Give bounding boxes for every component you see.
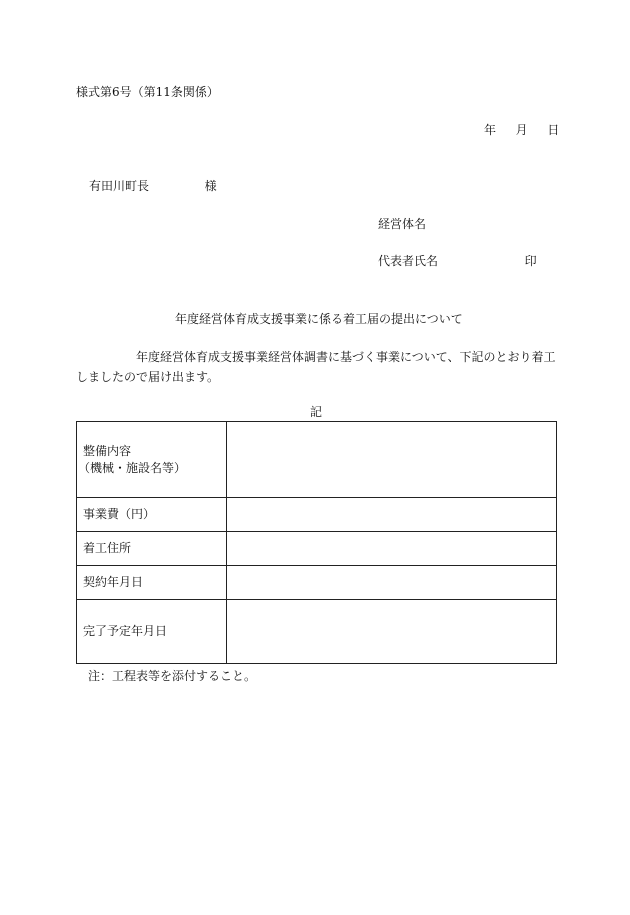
footnote: 注：工程表等を添付すること。 [88, 669, 257, 683]
addressee-honorific: 様 [204, 179, 217, 193]
row-label: 契約年月日 [77, 566, 227, 600]
date-month: 月 [515, 123, 528, 137]
date-year: 年 [484, 123, 497, 137]
row-value [227, 422, 557, 498]
org-label: 経営体名 [378, 217, 427, 231]
table-row [77, 422, 557, 498]
row-value [227, 566, 557, 600]
row-label: 完了予定年月日 [77, 600, 227, 664]
body-line-2: しましたので届け出ます。 [76, 370, 220, 384]
table-row [77, 566, 557, 600]
table-row [77, 498, 557, 532]
ki-heading: 記 [310, 405, 323, 419]
row-label: 着工住所 [77, 532, 227, 566]
representative-line [378, 255, 537, 267]
seal-mark: 印 [524, 254, 537, 268]
addressee [89, 180, 217, 192]
row-value [227, 600, 557, 664]
rep-label: 代表者氏名 [378, 254, 439, 268]
row-label: 事業費（円） [77, 498, 227, 532]
date-day: 日 [547, 123, 560, 137]
date-line [484, 124, 559, 136]
row-value [227, 532, 557, 566]
form-id: 様式第6号（第11条関係） [76, 85, 219, 99]
document-title: 年度経営体育成支援事業に係る着工届の提出について [175, 312, 463, 326]
addressee-name: 有田川町長 [89, 179, 150, 193]
row-value [227, 498, 557, 532]
record-table [76, 421, 557, 664]
table-row [77, 532, 557, 566]
label-main: 整備内容 [83, 443, 132, 458]
table-row [77, 600, 557, 664]
label-sub: （機械・施設名等） [78, 460, 187, 475]
row-label [77, 422, 227, 498]
body-line-1: 年度経営体育成支援事業経営体調書に基づく事業について、下記のとおり着工 [136, 350, 556, 364]
